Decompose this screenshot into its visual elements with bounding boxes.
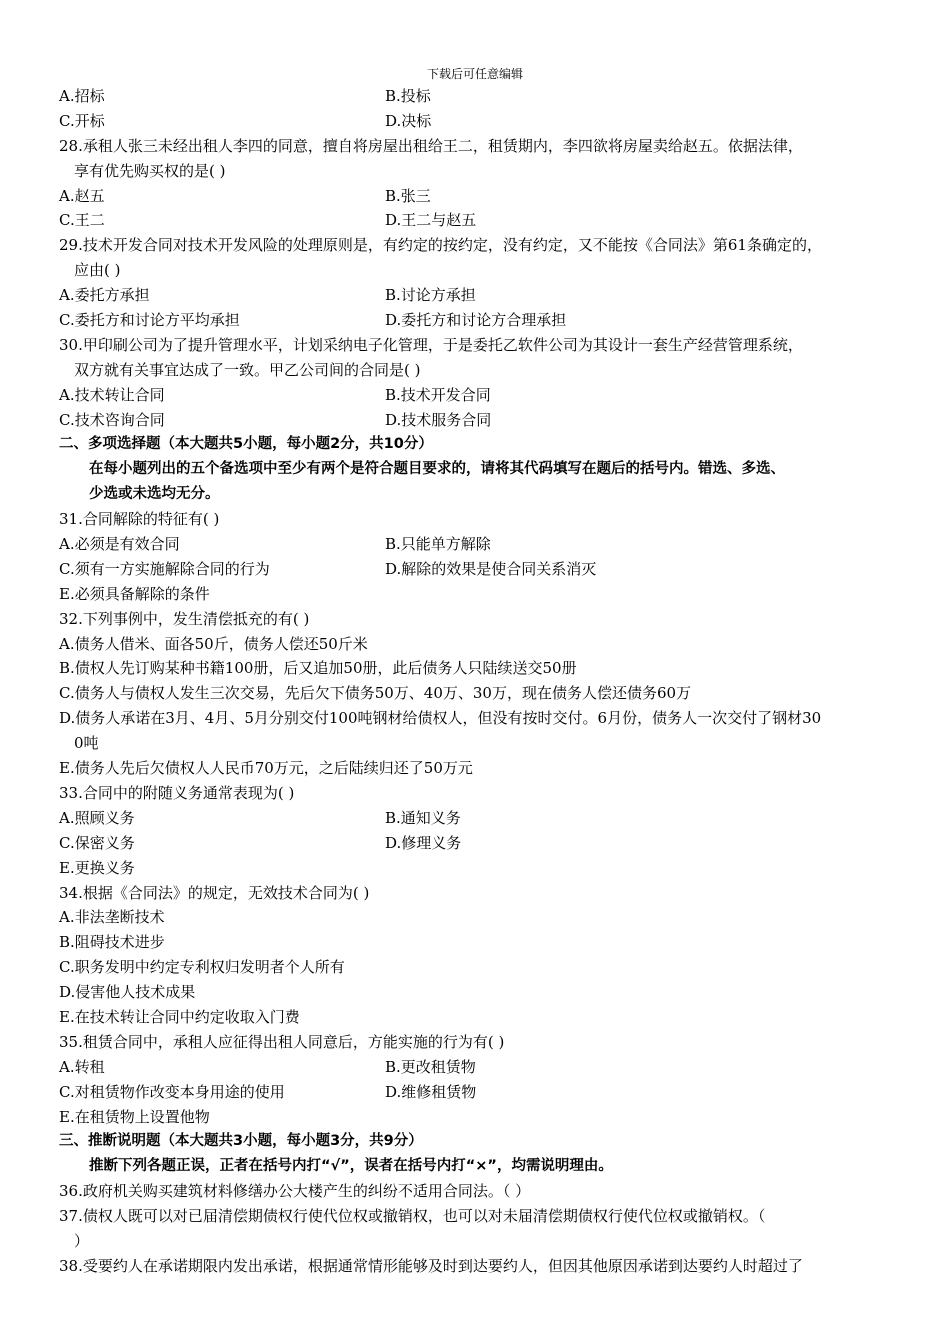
q28-options-row-2 <box>59 208 894 233</box>
q27-options-row-1 <box>59 84 894 109</box>
q31-option-e: E.必须具备解除的条件 <box>59 584 210 603</box>
q35-options-row-1 <box>59 1055 894 1080</box>
q35-stem: 35.租赁合同中，承租人应征得出租人同意后，方能实施的行为有( ) <box>59 1032 505 1051</box>
q28-option-b: B.张三 <box>385 186 431 205</box>
q35-option-b: B.更改租赁物 <box>385 1057 476 1076</box>
q29-option-a: A.委托方承担 <box>59 286 150 305</box>
q33-stem: 33.合同中的附随义务通常表现为( ) <box>59 783 295 802</box>
q27-option-a: A.招标 <box>59 87 105 105</box>
q35-options-row-2 <box>59 1080 894 1105</box>
q28-stem-line-1: 28.承租人张三未经出租人李四的同意，擅自将房屋出租给王二，租赁期内，李四欲将房屋卖给赵五。依据法律， <box>59 136 803 155</box>
q32-option-a: A.债务人借米、面各50斤，债务人偿还50斤米 <box>59 634 368 653</box>
q33-option-d: D.修理义务 <box>385 833 462 852</box>
q32-option-d-line-2: 0吨 <box>74 734 99 753</box>
q35-option-a: A.转租 <box>59 1057 105 1076</box>
section-2-instruction-line-2: 少选或未选均无分。 <box>89 486 220 503</box>
q32-option-c: C.债务人与债权人发生三次交易，先后欠下债务50万、40万、30万，现在债务人偿还债务60万 <box>59 684 692 703</box>
q30-options-row-1 <box>59 383 894 408</box>
q34-option-b: B.阻碍技术进步 <box>59 933 165 952</box>
q29-option-c: C.委托方和讨论方平均承担 <box>59 311 240 330</box>
q30-options-row-2 <box>59 408 894 433</box>
q27-options-row-2 <box>59 109 894 134</box>
q33-option-e: E.更换义务 <box>59 858 135 877</box>
q33-option-a: A.照顾义务 <box>59 808 135 827</box>
q31-option-b: B.只能单方解除 <box>385 535 491 554</box>
q30-stem-line-1: 30.甲印刷公司为了提升管理水平，计划采纳电子化管理，于是委托乙软件公司为其设计一套生产经营管理系统， <box>59 335 803 354</box>
document-body <box>59 84 894 1279</box>
q32-option-d-line-1: D.债务人承诺在3月、4月、5月分别交付100吨钢材给债权人，但没有按时交付。6月份，债务人一次交付了钢材30 <box>59 709 822 728</box>
q31-option-a: A.必须是有效合同 <box>59 535 180 554</box>
q32-option-e: E.债务人先后欠债权人人民币70万元，之后陆续归还了50万元 <box>59 759 473 778</box>
q29-options-row-1 <box>59 283 894 308</box>
q32-option-b: B.债权人先订购某种书籍100册，后又追加50册，此后债务人只陆续送交50册 <box>59 659 577 678</box>
q28-option-a: A.赵五 <box>59 186 105 205</box>
q31-option-d: D.解除的效果是使合同关系消灭 <box>385 559 597 578</box>
q34-option-d: D.侵害他人技术成果 <box>59 983 196 1002</box>
section-3-instruction: 推断下列各题正误，正者在括号内打“√”，误者在括号内打“×”，均需说明理由。 <box>89 1158 613 1175</box>
q35-option-d: D.维修租赁物 <box>385 1082 477 1101</box>
q28-stem-line-2: 享有优先购买权的是( ) <box>74 161 226 180</box>
q29-option-b: B.讨论方承担 <box>385 286 476 305</box>
q33-options-row-1 <box>59 806 894 831</box>
q35-option-c: C.对租赁物作改变本身用途的使用 <box>59 1082 285 1101</box>
q30-option-c: C.技术咨询合同 <box>59 410 165 429</box>
section-2-instruction-line-1: 在每小题列出的五个备选项中至少有两个是符合题目要求的，请将其代码填写在题后的括号内。错选、多选、 <box>89 461 785 478</box>
page-header: 下载后可任意编辑 <box>426 67 523 81</box>
q27-option-b: B.投标 <box>385 87 431 105</box>
q34-stem: 34.根据《合同法》的规定，无效技术合同为( ) <box>59 883 370 902</box>
q32-stem: 32.下列事例中，发生清偿抵充的有( ) <box>59 609 310 628</box>
section-3-title: 三、推断说明题（本大题共3小题，每小题3分，共9分） <box>59 1133 423 1150</box>
q28-option-d: D.王二与赵五 <box>385 211 477 230</box>
q27-option-d: D.决标 <box>385 111 432 130</box>
q30-stem-line-2: 双方就有关事宜达成了一致。甲乙公司间的合同是( ) <box>74 360 421 379</box>
q27-option-c: C.开标 <box>59 111 105 130</box>
section-2-title: 二、多项选择题（本大题共5小题，每小题2分，共10分） <box>59 436 433 453</box>
q34-option-c: C.职务发明中约定专利权归发明者个人所有 <box>59 958 345 977</box>
q29-stem-line-1: 29.技术开发合同对技术开发风险的处理原则是，有约定的按约定，没有约定，又不能按《合同法》第61条确定的， <box>59 236 822 255</box>
q31-options-row-2 <box>59 557 894 582</box>
q33-options-row-2 <box>59 831 894 856</box>
q31-stem: 31.合同解除的特征有( ) <box>59 510 220 529</box>
q29-stem-line-2: 应由( ) <box>74 261 121 280</box>
q35-option-e: E.在租赁物上设置他物 <box>59 1107 210 1126</box>
q33-option-c: C.保密义务 <box>59 833 135 852</box>
q31-options-row-1 <box>59 532 894 557</box>
q33-option-b: B.通知义务 <box>385 808 461 827</box>
q34-option-e: E.在技术转让合同中约定收取入门费 <box>59 1007 300 1026</box>
q29-options-row-2 <box>59 308 894 333</box>
q29-option-d: D.委托方和讨论方合理承担 <box>385 311 567 330</box>
q28-options-row-1 <box>59 184 894 209</box>
q30-option-d: D.技术服务合同 <box>385 410 492 429</box>
q36-stem: 36.政府机关购买建筑材料修缮办公大楼产生的纠纷不适用合同法。（ ） <box>59 1182 531 1201</box>
q37-stem-line-1: 37.债权人既可以对已届清偿期债权行使代位权或撤销权，也可以对未届清偿期债权行使代位权或撤销权。（ <box>59 1207 766 1226</box>
q30-option-a: A.技术转让合同 <box>59 385 165 404</box>
q31-option-c: C.须有一方实施解除合同的行为 <box>59 559 270 578</box>
q30-option-b: B.技术开发合同 <box>385 385 491 404</box>
q38-stem: 38.受要约人在承诺期限内发出承诺，根据通常情形能够及时到达要约人，但因其他原因承诺到达要约人时超过了 <box>59 1256 803 1275</box>
q28-option-c: C.王二 <box>59 211 105 230</box>
q37-stem-line-2: ） <box>74 1231 90 1250</box>
q34-option-a: A.非法垄断技术 <box>59 908 165 927</box>
